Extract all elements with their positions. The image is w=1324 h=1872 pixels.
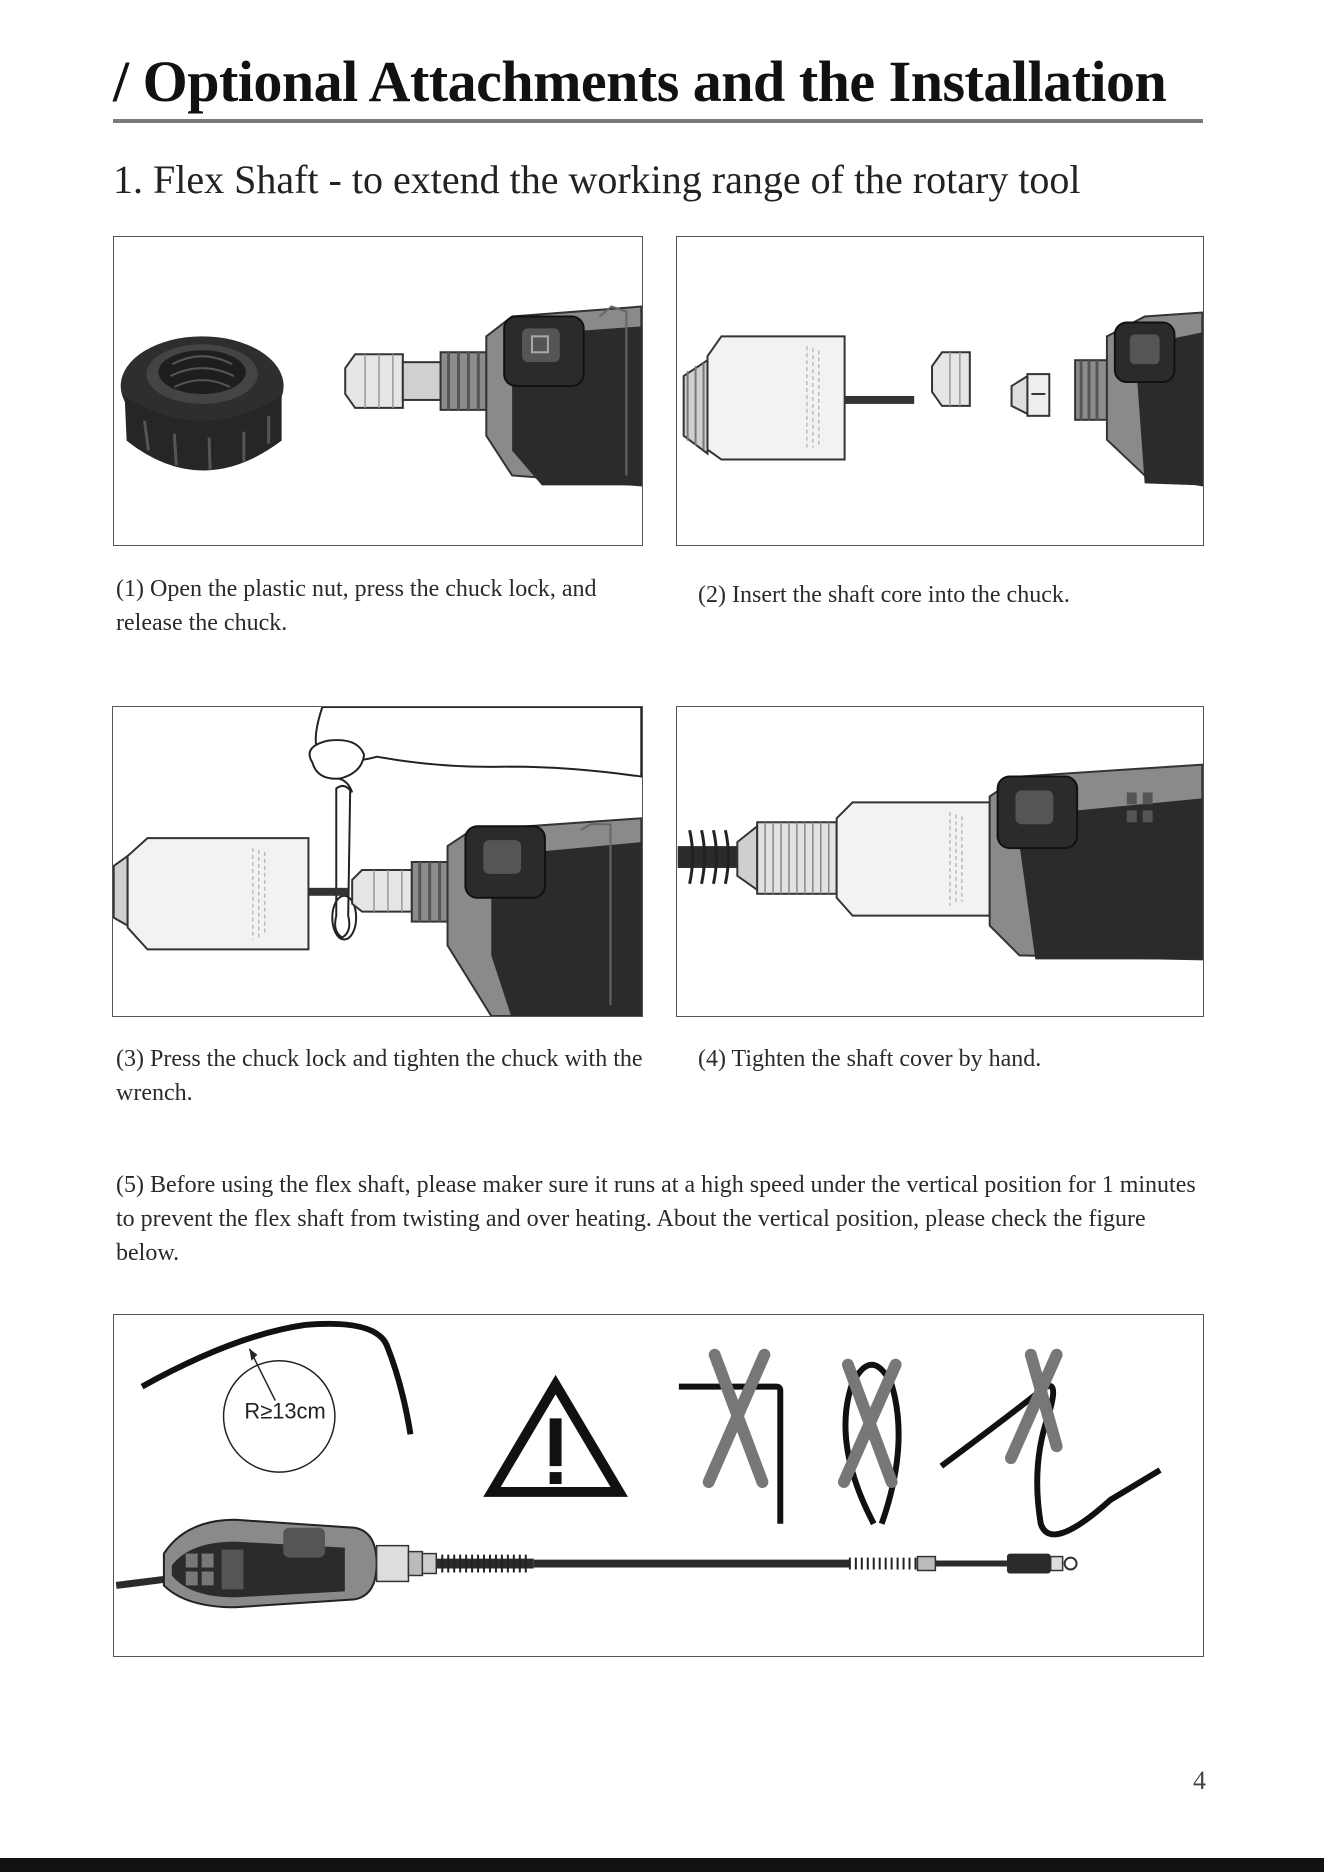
step-3-caption: (3) Press the chuck lock and tighten the chuck with the wrench. bbox=[116, 1046, 643, 1106]
step-5-note: (5) Before using the flex shaft, please maker sure it runs at a high speed under the vertical position for 1 minutes to prevent the flex shaft from twisting and over heating. About the vertical position, please check the figure below. bbox=[116, 1172, 1196, 1266]
rotary-tool-body bbox=[441, 307, 642, 486]
shaft-cover-icon bbox=[737, 802, 989, 915]
shaft-core-icon bbox=[308, 888, 348, 896]
rotary-tool-body bbox=[990, 765, 1203, 960]
chuck-collet-icon bbox=[345, 354, 440, 408]
rotary-tool-with-flex-shaft bbox=[116, 1520, 1076, 1607]
wrench-icon bbox=[332, 786, 356, 940]
step-4-caption: (4) Tighten the shaft cover by hand. bbox=[698, 1046, 1042, 1072]
vertical-position-drawing bbox=[114, 1315, 1203, 1656]
radius-label: R≥13cm bbox=[244, 1398, 326, 1424]
rotary-tool-body bbox=[412, 818, 642, 1016]
page-number: 4 bbox=[1193, 1766, 1206, 1795]
collet-nut-icon bbox=[932, 352, 970, 406]
shaft-cover-icon bbox=[684, 336, 845, 459]
shaft-cover-icon bbox=[114, 838, 309, 949]
bottom-rule bbox=[0, 1858, 1324, 1872]
nut-and-chuck-drawing bbox=[114, 237, 642, 545]
vertical-position-figure bbox=[113, 1314, 1204, 1657]
step-3-illustration bbox=[112, 706, 643, 1017]
crossed-loop-icon bbox=[844, 1365, 899, 1524]
rotary-tool-head bbox=[1075, 313, 1202, 486]
hand-icon bbox=[310, 707, 642, 792]
crossed-bend-icon bbox=[679, 1355, 780, 1524]
collet-nut-icon bbox=[352, 870, 412, 912]
collet-insert-icon bbox=[1012, 374, 1050, 416]
step-1-caption: (1) Open the plastic nut, press the chuck lock, and release the chuck. bbox=[116, 576, 597, 636]
shaft-cover-assembled-drawing bbox=[677, 707, 1203, 1016]
shaft-core-icon bbox=[845, 396, 915, 404]
flex-shaft-cable-icon bbox=[678, 830, 738, 884]
crossed-twist-icon bbox=[941, 1355, 1160, 1535]
shaft-core-insertion-drawing bbox=[677, 237, 1203, 545]
page-title: / Optional Attachments and the Installation bbox=[113, 49, 1167, 114]
step-1-illustration bbox=[113, 236, 643, 546]
wrench-tightening-drawing bbox=[113, 707, 642, 1016]
title-rule bbox=[113, 119, 1203, 123]
section-heading: 1. Flex Shaft - to extend the working range of the rotary tool bbox=[113, 157, 1081, 202]
step-2-illustration bbox=[676, 236, 1204, 546]
warning-triangle-icon bbox=[492, 1385, 619, 1492]
step-4-illustration bbox=[676, 706, 1204, 1017]
plastic-nut-icon bbox=[121, 336, 284, 470]
step-2-caption: (2) Insert the shaft core into the chuck. bbox=[698, 582, 1070, 608]
